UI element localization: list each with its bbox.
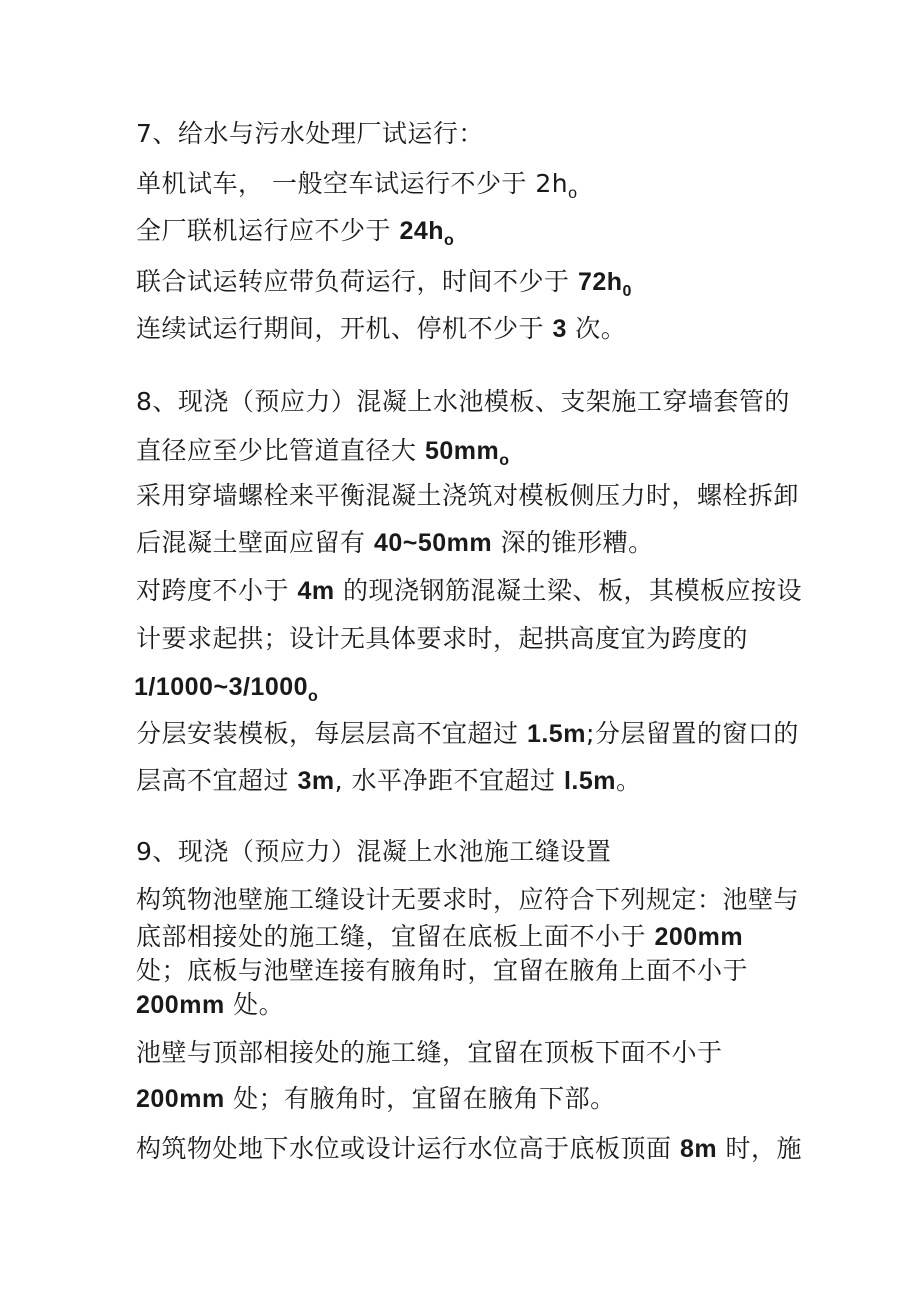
line-text: 采用穿墙螺栓来平衡混凝土浇筑对模板侧压力时，螺栓拆卸 (136, 481, 800, 510)
line-text: 联合试运转应带负荷运行，时间不少于 (136, 267, 578, 296)
text-line (136, 1083, 616, 1115)
text-line (136, 527, 654, 559)
line-text: 构筑物池壁施工缝设计无要求时，应符合下列规定：池壁与 (136, 885, 800, 914)
text-line (136, 215, 454, 257)
bold-value: 50mm (424, 437, 500, 465)
line-text: 深的锥形糟。 (492, 528, 654, 557)
line-text: 分层安装模板，每层层高不宜超过 (136, 719, 527, 748)
line-text: 构筑物处地下水位或设计运行水位高于底板顶面 (136, 1134, 680, 1163)
bold-value: 3 (552, 315, 567, 343)
text-line (136, 1037, 723, 1069)
line-text: 对跨度不小于 (136, 576, 298, 605)
text-line (136, 623, 748, 655)
bold-value: l.5m (563, 767, 616, 795)
bold-value: 8m (679, 1135, 718, 1163)
text-line (136, 955, 748, 987)
heading-text: 9、现浇（预应力）混凝上水池施工缝设置 (136, 837, 612, 866)
bold-value: 1/1000~3/1000 (134, 673, 309, 701)
text-line (136, 575, 802, 607)
line-text: , 水平净距不宜超过 (334, 766, 564, 795)
text-line (136, 266, 632, 308)
text-line (136, 1133, 802, 1165)
subscript: o (444, 232, 455, 249)
text-line (136, 480, 799, 512)
heading-text: 7、给水与污水处理厂试运行： (136, 119, 484, 148)
text-line (136, 921, 743, 953)
bold-value: 1.5m (526, 720, 586, 748)
bold-value: 24h (399, 217, 445, 245)
line-text: 处；有腋角时，宜留在腋角下部。 (224, 1084, 616, 1113)
line-text: 连续试运行期间，开机、停机不少于 (136, 314, 553, 343)
subscript: o (568, 185, 578, 202)
line-text: 。 (615, 766, 642, 795)
line-text: 层高不宜超过 (136, 766, 298, 795)
bold-value: 200mm (136, 1085, 225, 1113)
line-text: ;分层留置的窗口的 (585, 719, 799, 748)
text-line (136, 884, 799, 916)
line-text: 直径应至少比管道直径大 (136, 436, 425, 465)
bold-value: 4m (297, 577, 335, 605)
line-text: 次。 (566, 314, 627, 343)
text-line (134, 671, 318, 713)
subscript: 0 (622, 283, 632, 300)
bold-value: 200mm (654, 923, 744, 951)
line-text: 单机试车， 一般空车试运行不少于 2h (136, 169, 569, 198)
text-line (136, 765, 641, 797)
section-9-heading (136, 836, 611, 868)
bold-value: 3m (297, 767, 335, 795)
line-text: 底部相接处的施工缝，宜留在底板上面不小于 (136, 922, 655, 951)
line-text: 处；底板与池壁连接有腋角时，宜留在腋角上面不小于 (136, 956, 749, 985)
line-text: 全厂联机运行应不少于 (136, 216, 400, 245)
text-line (136, 313, 626, 345)
text-line (136, 168, 578, 210)
line-text: 后混凝土壁面应留有 (136, 528, 374, 557)
bold-value: 200mm (136, 991, 225, 1019)
bold-value: 40~50mm (373, 529, 493, 557)
line-text: 处。 (224, 990, 285, 1019)
line-text: 计要求起拱；设计无具体要求时，起拱高度宜为跨度的 (136, 624, 749, 653)
section-7-heading (136, 118, 484, 150)
subscript: o (308, 688, 319, 705)
line-text: 的现浇钢筋混凝土梁、板，其模板应按设 (334, 576, 803, 605)
section-8-heading (136, 386, 790, 418)
text-line (136, 989, 284, 1021)
text-line (136, 435, 510, 477)
subscript: o (499, 452, 510, 469)
bold-value: 72h (577, 268, 623, 296)
line-text: 时，施 (717, 1134, 803, 1163)
heading-text: 8、现浇（预应力）混凝上水池模板、支架施工穿墙套管的 (136, 387, 790, 416)
text-line (136, 718, 799, 750)
line-text: 池壁与顶部相接处的施工缝，宜留在顶板下面不小于 (136, 1038, 723, 1067)
